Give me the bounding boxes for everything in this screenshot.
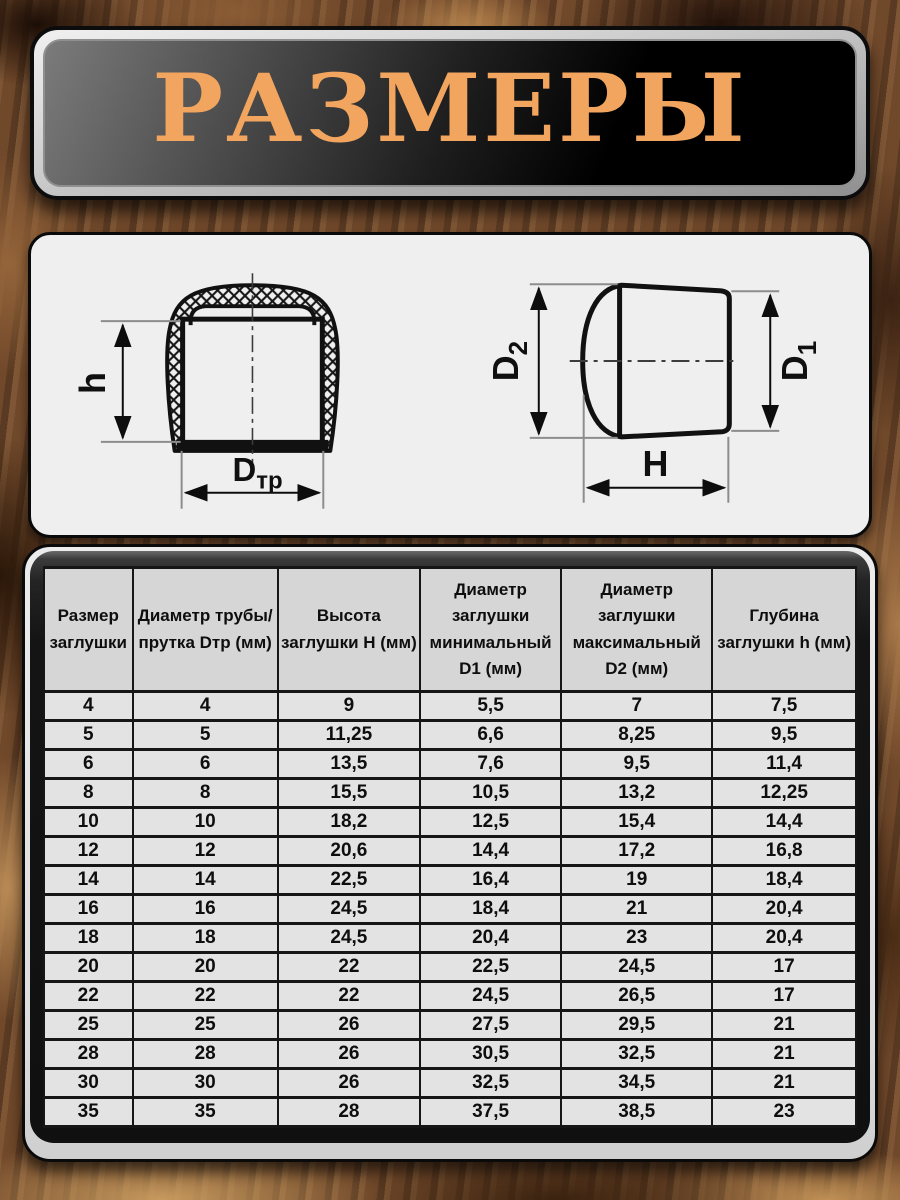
table-cell: 23 [561,924,712,953]
table-cell: 38,5 [561,1098,712,1127]
title-banner-plate [43,39,857,187]
table-cell: 35 [44,1098,133,1127]
table-cell: 20 [44,953,133,982]
table-cell: 20,6 [278,837,420,866]
table-cell: 12 [44,837,133,866]
table-cell: 15,5 [278,779,420,808]
table-cell: 14,4 [712,808,856,837]
table-cell: 25 [44,1011,133,1040]
table-cell: 35 [133,1098,278,1127]
table-cell: 28 [278,1098,420,1127]
table-cell: 20,4 [420,924,561,953]
table-cell: 5 [44,721,133,750]
sizes-table-panel [22,544,878,1162]
table-cell: 8,25 [561,721,712,750]
column-header: Диаметр заглушки максимальный D2 (мм) [561,568,712,692]
table-cell: 25 [133,1011,278,1040]
table-cell: 8 [44,779,133,808]
table-row [44,1069,856,1098]
table-cell: 29,5 [561,1011,712,1040]
table-cell: 22 [44,982,133,1011]
table-cell: 4 [133,692,278,721]
cap-section-drawing [31,235,450,535]
column-header: Высота заглушки H (мм) [278,568,420,692]
column-header: Размер заглушки [44,568,133,692]
table-cell: 22,5 [420,953,561,982]
table-row [44,953,856,982]
table-cell: 20,4 [712,895,856,924]
table-cell: 5 [133,721,278,750]
table-cell: 9,5 [561,750,712,779]
table-cell: 10 [133,808,278,837]
column-header: Глубина заглушки h (мм) [712,568,856,692]
table-cell: 37,5 [420,1098,561,1127]
table-cell: 28 [44,1040,133,1069]
table-cell: 7,5 [712,692,856,721]
table-cell: 8 [133,779,278,808]
table-cell: 20,4 [712,924,856,953]
column-header: Диаметр трубы/прутка Dтр (мм) [133,568,278,692]
table-cell: 10 [44,808,133,837]
table-cell: 7,6 [420,750,561,779]
table-cell: 17 [712,953,856,982]
table-cell: 19 [561,866,712,895]
table-cell: 18 [44,924,133,953]
table-cell: 4 [44,692,133,721]
table-cell: 7 [561,692,712,721]
column-header: Диаметр заглушки минимальный D1 (мм) [420,568,561,692]
table-cell: 14 [44,866,133,895]
table-cell: 17 [712,982,856,1011]
height-dimension-label: H [642,442,669,484]
table-row [44,837,856,866]
table-cell: 24,5 [561,953,712,982]
table-cell: 16,4 [420,866,561,895]
table-cell: 6,6 [420,721,561,750]
table-cell: 22,5 [278,866,420,895]
sizes-table-plate [30,551,870,1143]
table-cell: 9 [278,692,420,721]
table-cell: 18,2 [278,808,420,837]
table-cell: 34,5 [561,1069,712,1098]
table-cell: 17,2 [561,837,712,866]
table-cell: 22 [278,953,420,982]
table-cell: 6 [133,750,278,779]
table-cell: 18 [133,924,278,953]
table-cell: 13,5 [278,750,420,779]
table-cell: 11,4 [712,750,856,779]
d2-dimension-label: $D_2$ [484,340,533,382]
d1-dimension-label: $D_1$ [774,340,823,382]
table-cell: 20 [133,953,278,982]
table-cell: 14 [133,866,278,895]
table-row [44,1098,856,1127]
table-cell: 28 [133,1040,278,1069]
depth-dimension-label: h [71,372,113,394]
table-cell: 26 [278,1069,420,1098]
table-cell: 18,4 [712,866,856,895]
table-row [44,692,856,721]
table-row [44,750,856,779]
table-cell: 15,4 [561,808,712,837]
table-cell: 26 [278,1040,420,1069]
table-cell: 23 [712,1098,856,1127]
table-cell: 24,5 [278,924,420,953]
table-row [44,924,856,953]
table-cell: 22 [278,982,420,1011]
table-cell: 16 [133,895,278,924]
table-row [44,982,856,1011]
table-cell: 16 [44,895,133,924]
table-row [44,721,856,750]
table-cell: 21 [712,1040,856,1069]
table-row [44,808,856,837]
table-cell: 5,5 [420,692,561,721]
page-title: РАЗМЕРЫ [152,54,748,164]
table-cell: 27,5 [420,1011,561,1040]
table-cell: 32,5 [561,1040,712,1069]
table-cell: 12,25 [712,779,856,808]
table-cell: 26,5 [561,982,712,1011]
title-banner [30,26,870,200]
tube-diameter-label: $D_{тр}$ [232,450,283,495]
table-cell: 10,5 [420,779,561,808]
table-cell: 30 [44,1069,133,1098]
table-cell: 21 [712,1011,856,1040]
table-cell: 30,5 [420,1040,561,1069]
table-cell: 11,25 [278,721,420,750]
table-cell: 16,8 [712,837,856,866]
table-cell: 12,5 [420,808,561,837]
table-cell: 21 [561,895,712,924]
table-row [44,895,856,924]
table-cell: 24,5 [420,982,561,1011]
table-cell: 18,4 [420,895,561,924]
table-cell: 30 [133,1069,278,1098]
table-cell: 9,5 [712,721,856,750]
size-table [43,566,857,1128]
table-cell: 12 [133,837,278,866]
table-cell: 32,5 [420,1069,561,1098]
table-cell: 14,4 [420,837,561,866]
table-cell: 13,2 [561,779,712,808]
table-row [44,1040,856,1069]
table-row [44,779,856,808]
drawings-panel [28,232,872,538]
table-cell: 24,5 [278,895,420,924]
table-cell: 6 [44,750,133,779]
table-header-row [44,568,856,692]
table-cell: 26 [278,1011,420,1040]
table-row [44,1011,856,1040]
table-row [44,866,856,895]
table-cell: 21 [712,1069,856,1098]
table-cell: 22 [133,982,278,1011]
cap-side-drawing [450,235,869,535]
